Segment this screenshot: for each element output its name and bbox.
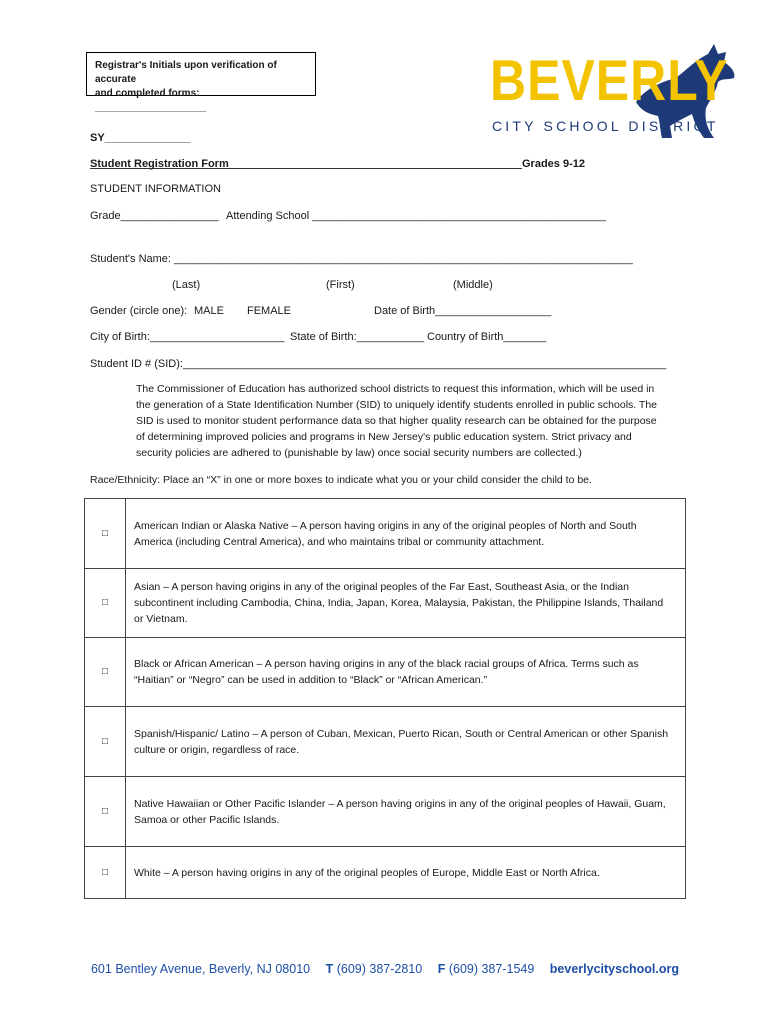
race-checkbox-white[interactable]: □ xyxy=(85,847,126,899)
race-checkbox-american-indian[interactable]: □ xyxy=(85,499,126,569)
race-checkbox-asian[interactable]: □ xyxy=(85,569,126,638)
grades-label: Grades 9-12 xyxy=(522,158,585,170)
table-row xyxy=(85,638,686,707)
student-name-field[interactable]: Student's Name: ___________________________________________________________________________ xyxy=(90,253,633,265)
race-checkbox-black[interactable]: □ xyxy=(85,638,126,707)
logo-subtitle: CITY SCHOOL DISTRICT xyxy=(492,118,719,134)
table-row xyxy=(85,847,686,899)
race-option-asian: Asian – A person having origins in any of the original peoples of the Far East, Southeast Asia, or the Indian subcontinent including Cambodia, China, India, Japan, Korea, Malaysia, Pakistan, the Philippine Islands, Thailand or Vietnam. xyxy=(126,569,686,638)
gender-label: Gender (circle one): xyxy=(90,305,188,317)
name-first-label: (First) xyxy=(326,279,355,291)
name-middle-label: (Middle) xyxy=(453,279,493,291)
race-checkbox-hispanic[interactable]: □ xyxy=(85,707,126,777)
table-row xyxy=(85,499,686,569)
school-year-field[interactable]: SY______________ xyxy=(90,132,191,144)
city-of-birth-field[interactable]: City of Birth:______________________ xyxy=(90,331,285,343)
gender-male-option[interactable]: MALE xyxy=(194,305,224,317)
form-title: Student Registration Form xyxy=(90,158,229,170)
commissioner-note: The Commissioner of Education has authorized school districts to request this information, which will be used in the generation of a State Identification Number (SID) to uniquely identify students enrolled in public schools. The SID is used to monitor student performance data so that higher quality research can be obtained for the purpose of determining improved policies and programs in New Jersey's public education system. Strict privacy and security policies are adhered to (punishable by law) once social security numbers are collected.) xyxy=(136,383,658,459)
attending-school-field[interactable]: Attending School ________________________________________________ xyxy=(226,210,606,222)
grade-field[interactable]: Grade________________ xyxy=(90,210,219,222)
footer-fax: (609) 387-1549 xyxy=(448,962,535,976)
race-instruction: Race/Ethnicity: Place an “X” in one or more boxes to indicate what you or your child consider the child to be. xyxy=(90,474,592,486)
student-id-field[interactable]: Student ID # (SID):_______________________________________________________________________________ xyxy=(90,358,667,370)
race-option-american-indian: American Indian or Alaska Native – A person having origins in any of the original peoples of North and South America (including Central America), and who maintains tribal or community attachment. xyxy=(126,499,686,569)
race-option-pacific-islander: Native Hawaiian or Other Pacific Islander – A person having origins in any of the original peoples of Hawaii, Guam, Samoa or other Pacific Islands. xyxy=(126,777,686,847)
table-row xyxy=(85,707,686,777)
registrar-line-1: Registrar's Initials upon verification of accurate xyxy=(95,60,277,85)
table-row xyxy=(85,569,686,638)
title-underline xyxy=(90,168,522,169)
name-last-label: (Last) xyxy=(172,279,201,291)
footer-address: 601 Bentley Avenue, Beverly, NJ 08010 xyxy=(90,962,311,976)
race-checkbox-pacific-islander[interactable]: □ xyxy=(85,777,126,847)
race-table xyxy=(84,498,686,899)
gender-female-option[interactable]: FEMALE xyxy=(247,305,292,317)
footer-contact xyxy=(0,962,770,976)
footer-fax-label: F xyxy=(437,962,446,976)
footer-website-link[interactable]: beverlycityschool.org xyxy=(549,962,680,976)
logo-wordmark: BEVERLY xyxy=(490,48,729,113)
country-of-birth-field[interactable]: Country of Birth_______ xyxy=(427,331,547,343)
registrar-line-2: and completed forms: ____________________ xyxy=(95,88,207,113)
race-option-hispanic: Spanish/Hispanic/ Latino – A person of Cuban, Mexican, Puerto Rican, South or Central American or other Spanish culture or origin, regardless of race. xyxy=(126,707,686,777)
footer-phone-label: T xyxy=(325,962,334,976)
section-heading: STUDENT INFORMATION xyxy=(90,183,221,195)
registrar-box xyxy=(86,52,316,113)
date-of-birth-field[interactable]: Date of Birth___________________ xyxy=(374,305,552,317)
race-option-black: Black or African American – A person having origins in any of the black racial groups of Africa. Terms such as “Haitian” or “Negro” can be used in addition to “Black” or “African American.” xyxy=(126,638,686,707)
state-of-birth-field[interactable]: State of Birth:___________ xyxy=(290,331,424,343)
footer-phone: (609) 387-2810 xyxy=(336,962,423,976)
table-row xyxy=(85,777,686,847)
race-option-white: White – A person having origins in any of the original peoples of Europe, Middle East or North Africa. xyxy=(126,847,686,899)
